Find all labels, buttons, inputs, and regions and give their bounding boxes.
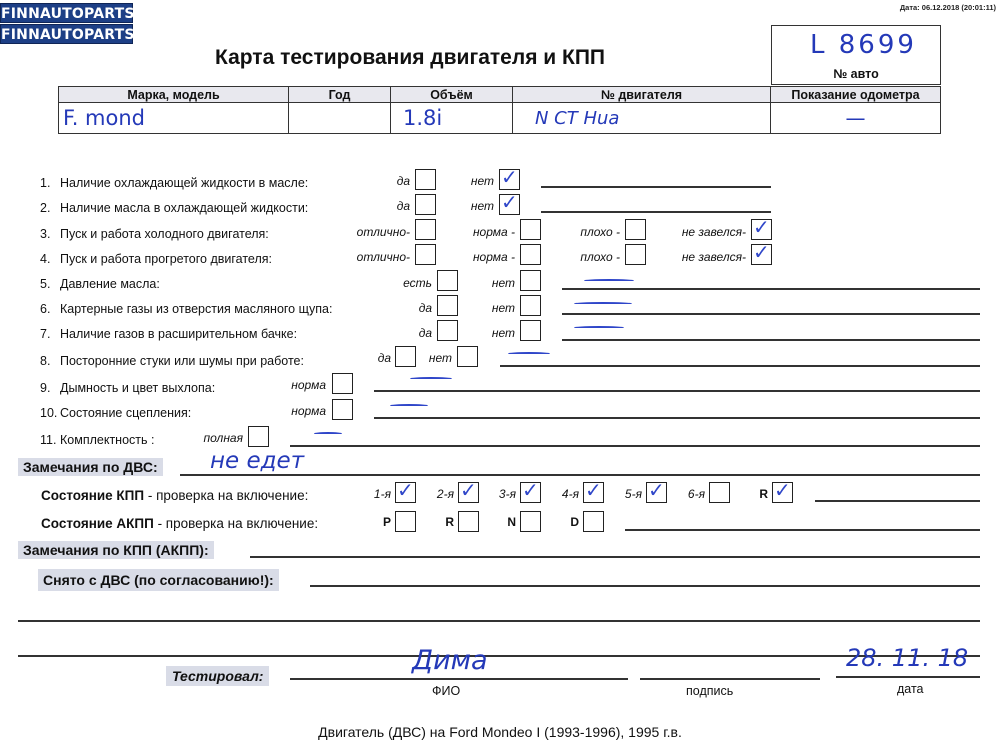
q4-bad-label: плохо - bbox=[580, 250, 620, 264]
q6-no-checkbox[interactable] bbox=[520, 295, 541, 316]
q1-yes-label: да bbox=[396, 174, 410, 188]
removed-line bbox=[310, 585, 980, 587]
question-text: Наличие охлаждающей жидкости в масле: bbox=[60, 176, 309, 190]
header-odometer: Показание одометра bbox=[771, 87, 941, 103]
q5-dash-mark bbox=[584, 279, 634, 282]
q7-yes-checkbox[interactable] bbox=[437, 320, 458, 341]
question-3 bbox=[40, 227, 269, 241]
q2-no-label: нет bbox=[470, 199, 494, 213]
header-make-model: Марка, модель bbox=[59, 87, 289, 103]
check-mark-icon: ✓ bbox=[585, 478, 602, 502]
question-8 bbox=[40, 354, 304, 368]
q4-not-started-label: не завелся- bbox=[681, 250, 746, 264]
position-p-checkbox[interactable] bbox=[395, 511, 416, 532]
question-text: Комплектность : bbox=[60, 433, 155, 447]
check-mark-icon: ✓ bbox=[774, 478, 791, 502]
auto-gearbox-line bbox=[625, 529, 980, 531]
fio-line bbox=[290, 678, 628, 680]
q1-yes-checkbox[interactable] bbox=[415, 169, 436, 190]
position-p-label: P bbox=[382, 515, 391, 529]
q5-no-checkbox[interactable] bbox=[520, 270, 541, 291]
date-line bbox=[836, 676, 980, 678]
question-text: Посторонние стуки или шумы при работе: bbox=[60, 354, 304, 368]
fio-label: ФИО bbox=[432, 684, 461, 698]
q7-dash-mark bbox=[574, 326, 624, 329]
position-d-checkbox[interactable] bbox=[583, 511, 604, 532]
gearbox-remarks-label: Замечания по КПП (АКПП): bbox=[18, 541, 214, 559]
q9-note-line bbox=[374, 390, 980, 392]
question-text: Давление масла: bbox=[60, 277, 160, 291]
manual-gearbox-label bbox=[41, 488, 308, 503]
q7-note-line bbox=[562, 339, 980, 341]
gearbox-remarks-line bbox=[250, 556, 980, 558]
check-mark-icon: ✓ bbox=[648, 478, 665, 502]
gear-4-label: 4-я bbox=[561, 487, 579, 501]
page-title: Карта тестирования двигателя и КПП bbox=[215, 46, 606, 69]
question-11 bbox=[40, 433, 154, 447]
q8-yes-label: да bbox=[377, 351, 391, 365]
q8-note-line bbox=[500, 365, 980, 367]
q1-no-checkbox[interactable] bbox=[499, 165, 520, 190]
question-9 bbox=[40, 381, 215, 395]
position-r-label: R bbox=[445, 515, 454, 529]
q6-yes-checkbox[interactable] bbox=[437, 295, 458, 316]
q9-normal-label: норма bbox=[291, 378, 326, 392]
make-model-value: F. mond bbox=[63, 106, 146, 130]
cell-year bbox=[289, 103, 391, 134]
date-stamp: Дата: 06.12.2018 (20:01:11) bbox=[899, 3, 996, 12]
car-number-value: L 8699 bbox=[810, 30, 917, 60]
q3-bad-label: плохо - bbox=[580, 225, 620, 239]
question-number: 7. bbox=[40, 327, 51, 341]
q3-not-started-checkbox[interactable] bbox=[751, 215, 772, 240]
gear-r-checkbox[interactable] bbox=[772, 478, 793, 503]
gear-3-label: 3-я bbox=[498, 487, 516, 501]
gear-5-label: 5-я bbox=[624, 487, 642, 501]
q3-excellent-label: отлично- bbox=[356, 225, 410, 239]
q6-no-label: нет bbox=[491, 301, 515, 315]
q1-no-label: нет bbox=[470, 174, 494, 188]
check-mark-icon: ✓ bbox=[753, 215, 770, 239]
extra-line-2 bbox=[18, 655, 980, 657]
gear-4-checkbox[interactable] bbox=[583, 478, 604, 503]
cell-make-model bbox=[59, 103, 289, 134]
q8-no-label: нет bbox=[428, 351, 452, 365]
check-mark-icon: ✓ bbox=[753, 240, 770, 264]
q3-bad-checkbox[interactable] bbox=[625, 219, 646, 240]
q9-dash-mark bbox=[410, 377, 452, 380]
engine-remarks-value: не едет bbox=[210, 448, 305, 474]
q8-yes-checkbox[interactable] bbox=[395, 346, 416, 367]
signature-label: подпись bbox=[686, 684, 734, 698]
question-10 bbox=[40, 406, 191, 420]
question-number: 11. bbox=[40, 433, 57, 447]
q3-normal-checkbox[interactable] bbox=[520, 219, 541, 240]
q10-note-line bbox=[374, 417, 980, 419]
gear-3-checkbox[interactable] bbox=[520, 478, 541, 503]
question-7 bbox=[40, 327, 297, 341]
cell-odometer bbox=[771, 103, 941, 134]
q2-yes-label: да bbox=[396, 199, 410, 213]
question-text: Наличие масла в охлаждающей жидкости: bbox=[60, 201, 309, 215]
q7-no-checkbox[interactable] bbox=[520, 320, 541, 341]
question-number: 4. bbox=[40, 252, 51, 266]
odometer-value: — bbox=[845, 106, 866, 130]
header-engine-number: № двигателя bbox=[513, 87, 771, 103]
q6-dash-mark bbox=[574, 302, 632, 305]
volume-value: 1.8i bbox=[403, 106, 443, 130]
q5-present-checkbox[interactable] bbox=[437, 270, 458, 291]
position-d-label: D bbox=[570, 515, 579, 529]
test-date-value: 28. 11. 18 bbox=[846, 644, 969, 672]
gear-6-checkbox[interactable] bbox=[709, 482, 730, 503]
question-text: Пуск и работа холодного двигателя: bbox=[60, 227, 269, 241]
engine-number-value: N CT Hua bbox=[535, 107, 620, 129]
question-text: Состояние сцепления: bbox=[60, 406, 192, 420]
q11-note-line bbox=[290, 445, 980, 447]
question-number: 6. bbox=[40, 302, 51, 316]
q6-note-line bbox=[562, 313, 980, 315]
q8-dash-mark bbox=[508, 352, 550, 355]
question-text: Пуск и работа прогретого двигателя: bbox=[60, 252, 272, 266]
gear-1-label: 1-я bbox=[373, 487, 391, 501]
question-number: 8. bbox=[40, 354, 51, 368]
car-number-box bbox=[771, 25, 941, 85]
q3-excellent-checkbox[interactable] bbox=[415, 219, 436, 240]
question-number: 5. bbox=[40, 277, 51, 291]
q10-dash-mark bbox=[390, 404, 428, 407]
image-caption: Двигатель (ДВС) на Ford Mondeo I (1993-1996), 1995 г.в. bbox=[318, 724, 682, 740]
brand-logo: FINNAUTOPARTS bbox=[0, 3, 133, 23]
q9-normal-checkbox[interactable] bbox=[332, 373, 353, 394]
engine-remarks-label: Замечания по ДВС: bbox=[18, 458, 163, 476]
question-1 bbox=[40, 176, 308, 190]
gear-5-checkbox[interactable] bbox=[646, 478, 667, 503]
brand-logo-secondary: FINNAUTOPARTS bbox=[0, 24, 133, 44]
q11-complete-label: полная bbox=[203, 431, 243, 445]
q5-no-label: нет bbox=[491, 276, 515, 290]
auto-gearbox-label-rest: - проверка на включение: bbox=[153, 516, 319, 531]
q8-no-checkbox[interactable] bbox=[457, 346, 478, 367]
q10-normal-checkbox[interactable] bbox=[332, 399, 353, 420]
tested-by-label: Тестировал: bbox=[166, 666, 269, 686]
q4-normal-checkbox[interactable] bbox=[520, 244, 541, 265]
removed-label: Снято с ДВС (по согласованию!): bbox=[38, 569, 279, 591]
extra-line-1 bbox=[18, 620, 980, 622]
q11-dash-mark bbox=[314, 432, 342, 435]
gear-r-label: R bbox=[759, 487, 768, 501]
gear-6-label: 6-я bbox=[687, 487, 705, 501]
question-text: Наличие газов в расширительном бачке: bbox=[60, 327, 298, 341]
q4-bad-checkbox[interactable] bbox=[625, 244, 646, 265]
engine-remarks-line bbox=[180, 474, 980, 476]
q5-present-label: есть bbox=[403, 276, 432, 290]
q2-yes-checkbox[interactable] bbox=[415, 194, 436, 215]
gear-2-checkbox[interactable] bbox=[458, 478, 479, 503]
question-2 bbox=[40, 201, 308, 215]
question-number: 3. bbox=[40, 227, 51, 241]
manual-gearbox-label-rest: - проверка на включение: bbox=[144, 488, 309, 503]
vehicle-table bbox=[58, 86, 941, 134]
q7-no-label: нет bbox=[491, 326, 515, 340]
q5-note-line bbox=[562, 288, 980, 290]
check-mark-icon: ✓ bbox=[460, 478, 477, 502]
question-text: Дымность и цвет выхлопа: bbox=[60, 381, 216, 395]
q4-excellent-checkbox[interactable] bbox=[415, 244, 436, 265]
car-number-label: № авто bbox=[833, 67, 879, 81]
q2-no-checkbox[interactable] bbox=[499, 190, 520, 215]
position-n-checkbox[interactable] bbox=[520, 511, 541, 532]
position-r-checkbox[interactable] bbox=[458, 511, 479, 532]
q7-yes-label: да bbox=[418, 326, 432, 340]
manual-gearbox-label-bold: Состояние КПП bbox=[41, 488, 145, 503]
q4-excellent-label: отлично- bbox=[356, 250, 410, 264]
q4-normal-label: норма - bbox=[472, 250, 515, 264]
auto-gearbox-label-bold: Состояние АКПП bbox=[41, 516, 154, 531]
header-volume: Объём bbox=[391, 87, 513, 103]
check-mark-icon: ✓ bbox=[501, 190, 518, 214]
q6-yes-label: да bbox=[418, 301, 432, 315]
question-5 bbox=[40, 277, 160, 291]
question-number: 9. bbox=[40, 381, 51, 395]
question-number: 10. bbox=[40, 406, 58, 420]
check-mark-icon: ✓ bbox=[522, 478, 539, 502]
question-number: 2. bbox=[40, 201, 51, 215]
position-n-label: N bbox=[507, 515, 516, 529]
q11-complete-checkbox[interactable] bbox=[248, 426, 269, 447]
header-year: Год bbox=[289, 87, 391, 103]
cell-engine-number bbox=[513, 103, 771, 134]
gear-1-checkbox[interactable] bbox=[395, 478, 416, 503]
q3-not-started-label: не завелся- bbox=[681, 225, 746, 239]
q4-not-started-checkbox[interactable] bbox=[751, 240, 772, 265]
q3-normal-label: норма - bbox=[472, 225, 515, 239]
check-mark-icon: ✓ bbox=[397, 478, 414, 502]
check-mark-icon: ✓ bbox=[501, 165, 518, 189]
manual-gearbox-line bbox=[815, 500, 980, 502]
question-6 bbox=[40, 302, 332, 316]
auto-gearbox-label bbox=[41, 516, 318, 531]
signature-line bbox=[640, 678, 820, 680]
question-4 bbox=[40, 252, 272, 266]
q2-note-line bbox=[541, 211, 771, 213]
q1-note-line bbox=[541, 186, 771, 188]
cell-volume bbox=[391, 103, 513, 134]
gear-2-label: 2-я bbox=[436, 487, 454, 501]
date-label: дата bbox=[897, 682, 924, 696]
tester-name: Дима bbox=[412, 645, 488, 676]
question-number: 1. bbox=[40, 176, 51, 190]
q10-normal-label: норма bbox=[291, 404, 326, 418]
question-text: Картерные газы из отверстия масляного щупа: bbox=[60, 302, 333, 316]
